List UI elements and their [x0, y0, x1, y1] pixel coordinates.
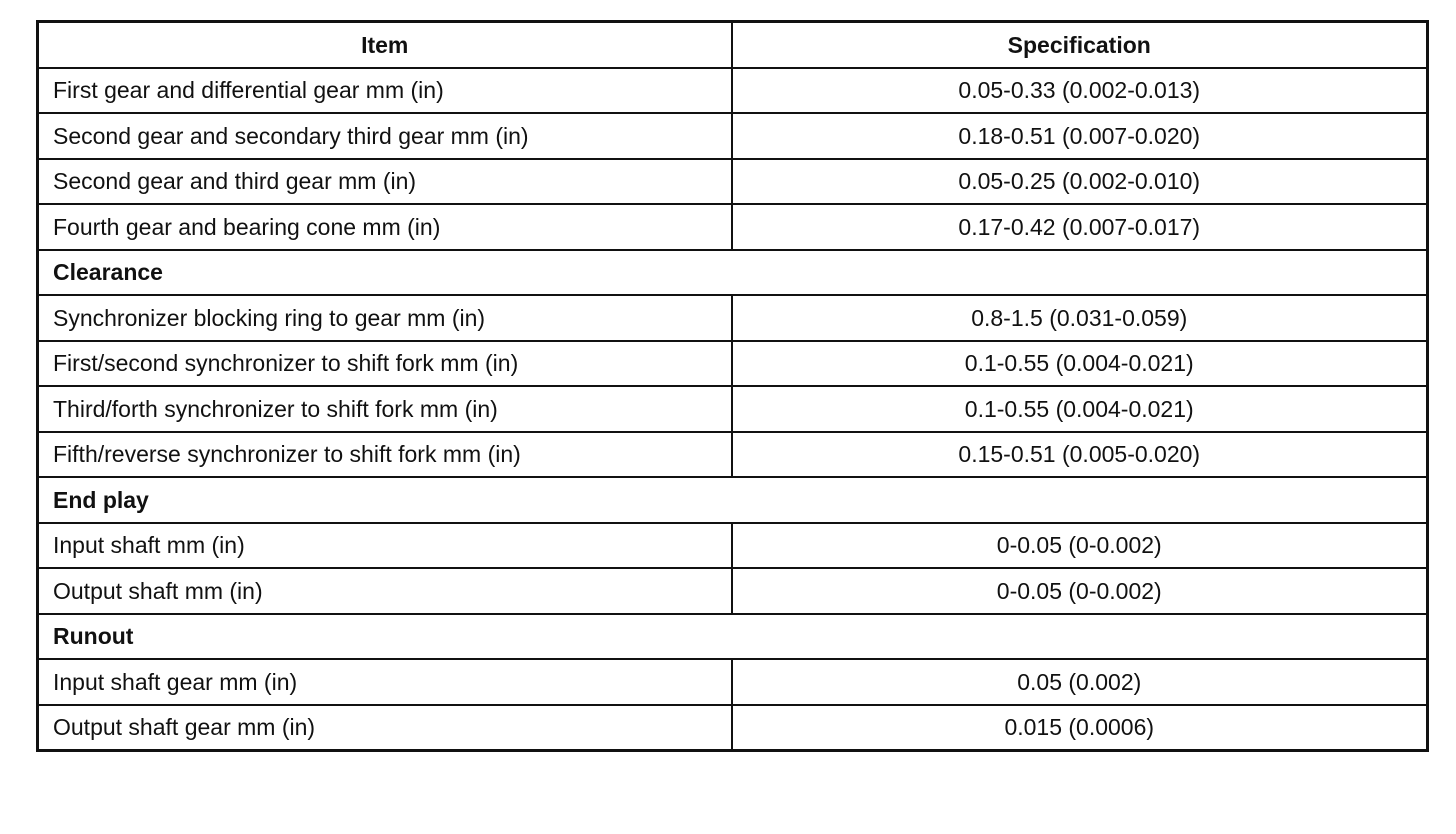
specification-cell: 0-0.05 (0-0.002) — [732, 523, 1428, 569]
header-specification: Specification — [732, 22, 1428, 68]
item-cell: Fifth/reverse synchronizer to shift fork mm (in) — [38, 432, 732, 478]
specification-cell: 0.17-0.42 (0.007-0.017) — [732, 204, 1428, 250]
item-cell: Third/forth synchronizer to shift fork mm (in) — [38, 386, 732, 432]
section-row — [38, 614, 1428, 660]
item-cell: Fourth gear and bearing cone mm (in) — [38, 204, 732, 250]
table-row — [38, 568, 1428, 614]
specification-cell: 0.18-0.51 (0.007-0.020) — [732, 113, 1428, 159]
section-heading: Clearance — [38, 250, 1428, 296]
table-row — [38, 68, 1428, 114]
item-cell: Synchronizer blocking ring to gear mm (in) — [38, 295, 732, 341]
section-row — [38, 250, 1428, 296]
item-cell: Input shaft mm (in) — [38, 523, 732, 569]
specification-cell: 0.1-0.55 (0.004-0.021) — [732, 386, 1428, 432]
table-row — [38, 341, 1428, 387]
item-cell: Output shaft gear mm (in) — [38, 705, 732, 751]
table-row — [38, 386, 1428, 432]
table-body — [38, 68, 1428, 751]
item-cell: Second gear and third gear mm (in) — [38, 159, 732, 205]
table-row — [38, 705, 1428, 751]
specification-cell: 0.05 (0.002) — [732, 659, 1428, 705]
item-cell: First/second synchronizer to shift fork mm (in) — [38, 341, 732, 387]
table-row — [38, 113, 1428, 159]
table-row — [38, 523, 1428, 569]
item-cell: First gear and differential gear mm (in) — [38, 68, 732, 114]
specification-cell: 0-0.05 (0-0.002) — [732, 568, 1428, 614]
item-cell: Output shaft mm (in) — [38, 568, 732, 614]
section-row — [38, 477, 1428, 523]
table-row — [38, 432, 1428, 478]
table-row — [38, 659, 1428, 705]
table-row — [38, 295, 1428, 341]
item-cell: Second gear and secondary third gear mm (in) — [38, 113, 732, 159]
table-row — [38, 159, 1428, 205]
specification-cell: 0.015 (0.0006) — [732, 705, 1428, 751]
section-heading: Runout — [38, 614, 1428, 660]
table-header — [38, 22, 1428, 68]
header-item: Item — [38, 22, 732, 68]
header-row — [38, 22, 1428, 68]
specification-cell: 0.1-0.55 (0.004-0.021) — [732, 341, 1428, 387]
item-cell: Input shaft gear mm (in) — [38, 659, 732, 705]
specification-cell: 0.05-0.33 (0.002-0.013) — [732, 68, 1428, 114]
table-row — [38, 204, 1428, 250]
specification-cell: 0.8-1.5 (0.031-0.059) — [732, 295, 1428, 341]
specification-cell: 0.15-0.51 (0.005-0.020) — [732, 432, 1428, 478]
specification-table — [36, 20, 1429, 752]
specification-cell: 0.05-0.25 (0.002-0.010) — [732, 159, 1428, 205]
section-heading: End play — [38, 477, 1428, 523]
